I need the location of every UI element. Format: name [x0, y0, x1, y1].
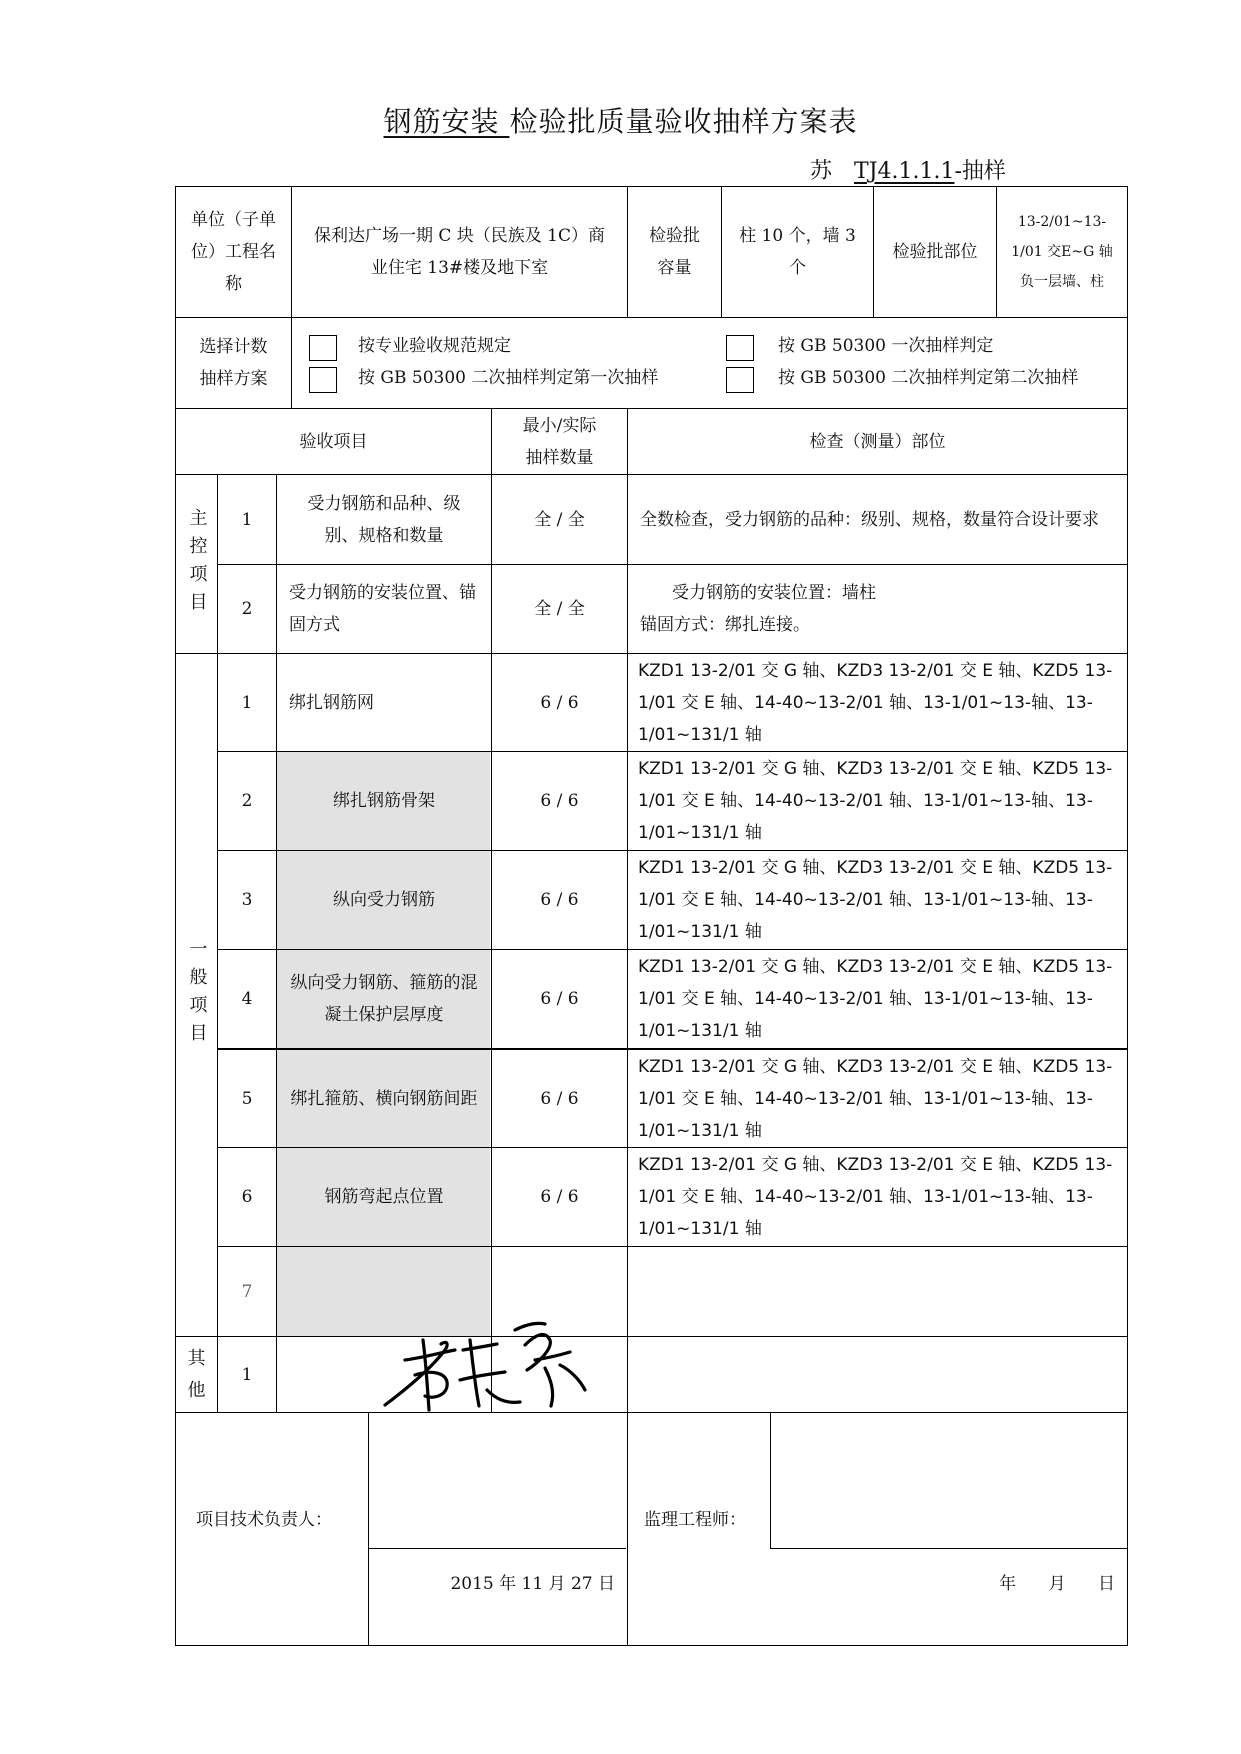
general-qty-6: 6 / 6: [540, 1187, 579, 1207]
col-item: 验收项目: [299, 431, 368, 452]
main-item-1: 受力钢筋和品种、级别、规格和数量: [307, 493, 461, 546]
other-group-label: 其他: [187, 1347, 206, 1401]
capacity-value: 柱 10 个，墙 3 个: [739, 226, 856, 278]
col-qty: 最小/实际抽样数量: [522, 415, 597, 468]
unit-value: 保利达广场一期 C 块（民族及 1C）商业住宅 13#楼及地下室: [313, 226, 606, 278]
col-location: 检查（测量）部位: [809, 431, 946, 452]
document-code: [810, 154, 1006, 185]
tech-lead-date: 2015 年 11 月 27 日: [450, 1574, 615, 1594]
general-qty-5: 6 / 6: [540, 1088, 579, 1109]
main-no-2: 2: [241, 599, 253, 619]
general-item-6: 钢筋弯起点位置: [324, 1187, 444, 1207]
supervisor-date: 年 月 日: [999, 1574, 1115, 1594]
general-loc-1: KZD1 13-2/01 交 G 轴、KZD3 13-2/01 交 E 轴、KZD5 13-1/01 交 E 轴、14-40~13-2/01 轴、13-1/01~13-轴、13-1/01~131/1 轴: [638, 660, 1113, 745]
general-no-2: 2: [241, 791, 253, 811]
option-gb-twice-first: 按 GB 50300 二次抽样判定第一次抽样: [358, 368, 659, 388]
general-loc-2: KZD1 13-2/01 交 G 轴、KZD3 13-2/01 交 E 轴、KZD5 13-1/01 交 E 轴、14-40~13-2/01 轴、13-1/01~13-轴、13-1/01~131/1 轴: [638, 759, 1113, 843]
option-gb-twice-second: 按 GB 50300 二次抽样判定第二次抽样: [778, 368, 1079, 388]
main-group-label: 主控项目: [186, 508, 208, 620]
general-item-3: 纵向受力钢筋: [333, 890, 435, 910]
general-no-7: 7: [241, 1281, 253, 1302]
general-no-3: 3: [241, 890, 253, 910]
general-no-4: 4: [241, 989, 253, 1009]
general-item-2: 绑扎钢筋骨架: [333, 791, 435, 811]
general-item-4: 纵向受力钢筋、箍筋的混凝土保护层厚度: [290, 973, 478, 1025]
option-gb-once: 按 GB 50300 一次抽样判定: [778, 336, 994, 356]
title-underlined: 钢筋安装: [383, 105, 510, 138]
location-label: 检验批部位: [892, 242, 978, 262]
rule: [175, 317, 1127, 318]
unit-label: 单位（子单位）工程名称: [191, 210, 276, 294]
document-title: [0, 100, 1241, 140]
general-no-6: 6: [241, 1187, 253, 1207]
sampling-label: 选择计数抽样方案: [199, 337, 268, 389]
checkbox-gb-twice-second[interactable]: [726, 367, 754, 393]
general-loc-3: KZD1 13-2/01 交 G 轴、KZD3 13-2/01 交 E 轴、KZD5 13-1/01 交 E 轴、14-40~13-2/01 轴、13-1/01~13-轴、13-1/01~131/1 轴: [638, 858, 1113, 942]
title-rest: 检验批质量验收抽样方案表: [509, 105, 858, 138]
tech-lead-signature: [375, 1310, 595, 1420]
option-spec: 按专业验收规范规定: [358, 336, 511, 356]
code-suffix: -抽样: [954, 159, 1006, 184]
checkbox-gb-twice-first[interactable]: [309, 367, 337, 393]
general-qty-1: 6 / 6: [540, 692, 579, 713]
checkbox-spec[interactable]: [309, 335, 337, 361]
rule: [175, 1336, 1127, 1337]
capacity-label: 检验批容量: [649, 226, 700, 278]
rule: [770, 1412, 771, 1548]
rule: [1127, 186, 1128, 1646]
general-loc-5: KZD1 13-2/01 交 G 轴、KZD3 13-2/01 交 E 轴、KZD5 13-1/01 交 E 轴、14-40~13-2/01 轴、13-1/01~13-轴、13-1/01~131/1 轴: [638, 1056, 1113, 1141]
main-loc-2-line2: 锚固方式：绑扎连接。: [640, 615, 810, 635]
main-loc-1: 全数检查，受力钢筋的品种：级别、规格，数量符合设计要求: [640, 509, 1099, 530]
general-loc-6: KZD1 13-2/01 交 G 轴、KZD3 13-2/01 交 E 轴、KZD5 13-1/01 交 E 轴、14-40~13-2/01 轴、13-1/01~13-轴、13-1/01~131/1 轴: [638, 1155, 1113, 1239]
general-group-label: 一般项目: [186, 939, 208, 1051]
general-item-5: 绑扎箍筋、横向钢筋间距: [290, 1088, 478, 1109]
rule: [175, 1412, 1127, 1413]
general-no-1: 1: [241, 692, 253, 713]
main-qty-2: 全 / 全: [534, 599, 585, 619]
code-prefix: 苏: [810, 159, 833, 184]
supervisor-label: 监理工程师：: [644, 1510, 746, 1530]
main-no-1: 1: [241, 509, 253, 530]
general-qty-2: 6 / 6: [540, 791, 579, 811]
tech-lead-label: 项目技术负责人：: [196, 1510, 332, 1530]
general-qty-3: 6 / 6: [540, 890, 579, 910]
main-item-2: 受力钢筋的安装位置、锚固方式: [289, 583, 476, 635]
general-item-1: 绑扎钢筋网: [289, 692, 374, 713]
general-qty-4: 6 / 6: [540, 989, 579, 1009]
location-value: 13-2/01~13-1/01 交E~G 轴负一层墙、柱: [1011, 214, 1113, 290]
rule: [217, 1246, 1127, 1247]
main-qty-1: 全 / 全: [534, 509, 585, 530]
checkbox-gb-once[interactable]: [726, 335, 754, 361]
main-loc-2-line1: 受力钢筋的安装位置：墙柱: [672, 583, 876, 603]
rule: [175, 1645, 1127, 1646]
general-no-5: 5: [241, 1088, 253, 1109]
main-loc-2: [628, 565, 1127, 653]
code-number: TJ4.1.1.1: [854, 159, 955, 184]
other-no-1: 1: [241, 1364, 253, 1385]
general-loc-4: KZD1 13-2/01 交 G 轴、KZD3 13-2/01 交 E 轴、KZD5 13-1/01 交 E 轴、14-40~13-2/01 轴、13-1/01~13-轴、13-1/01~131/1 轴: [638, 957, 1113, 1041]
